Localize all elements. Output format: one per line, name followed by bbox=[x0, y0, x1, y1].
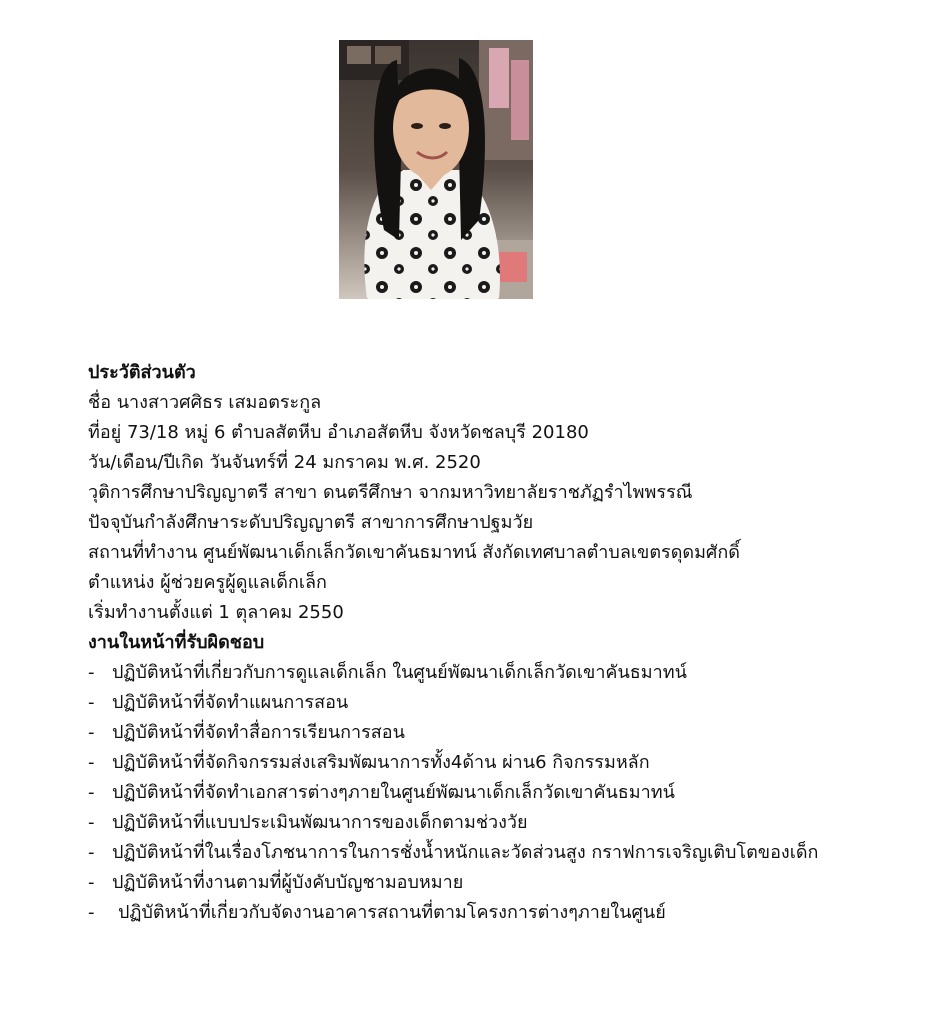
section-title-duties: งานในหน้าที่รับผิดชอบ bbox=[88, 632, 265, 653]
position-line: ตำแหน่ง ผู้ช่วยครูผู้ดูแลเด็กเล็ก bbox=[88, 572, 327, 593]
duty-item: - ปฏิบัติหน้าที่จัดทำสื่อการเรียนการสอน bbox=[88, 718, 908, 748]
education-line: วุติการศึกษาปริญญาตรี สาขา ดนตรีศึกษา จากมหาวิทยาลัยราชภัฏรำไพพรรณี bbox=[88, 482, 693, 503]
birthdate-line: วัน/เดือน/ปีเกิด วันจันทร์ที่ 24 มกราคม พ.ศ. 2520 bbox=[88, 452, 481, 473]
address-line: ที่อยู่ 73/18 หมู่ 6 ตำบลสัตหีบ อำเภอสัตหีบ จังหวัดชลบุรี 20180 bbox=[88, 422, 589, 443]
duty-item: - ปฏิบัติหน้าที่จัดทำเอกสารต่างๆภายในศูนย์พัฒนาเด็กเล็กวัดเขาคันธมาทน์ bbox=[88, 778, 908, 808]
duty-item: - ปฏิบัติหน้าที่ในเรื่องโภชนาการในการชั่งน้ำหนักและวัดส่วนสูง กราฟการเจริญเติบโตของเด็ก bbox=[88, 838, 908, 868]
profile-photo bbox=[339, 40, 533, 299]
section-title-profile: ประวัติส่วนตัว bbox=[88, 362, 196, 383]
resume-content bbox=[88, 358, 908, 928]
duty-item: - ปฏิบัติหน้าที่แบบประเมินพัฒนาการของเด็กตามช่วงวัย bbox=[88, 808, 908, 838]
name-line: ชื่อ นางสาวศศิธร เสมอตระกูล bbox=[88, 392, 322, 413]
duty-item: - ปฏิบัติหน้าที่เกี่ยวกับจัดงานอาคารสถานที่ตามโครงการต่างๆภายในศูนย์ bbox=[88, 898, 908, 928]
current-study-line: ปัจจุบันกำลังศึกษาระดับปริญญาตรี สาขาการศึกษาปฐมวัย bbox=[88, 512, 534, 533]
duty-item: - ปฏิบัติหน้าที่จัดกิจกรรมส่งเสริมพัฒนาการทั้ง4ด้าน ผ่าน6 กิจกรรมหลัก bbox=[88, 748, 908, 778]
start-date-line: เริ่มทำงานตั้งแต่ 1 ตุลาคม 2550 bbox=[88, 602, 344, 623]
duty-list bbox=[88, 658, 908, 928]
duty-item: - ปฏิบัติหน้าที่งานตามที่ผู้บังคับบัญชามอบหมาย bbox=[88, 868, 908, 898]
workplace-line: สถานที่ทำงาน ศูนย์พัฒนาเด็กเล็กวัดเขาคันธมาทน์ สังกัดเทศบาลตำบลเขตรดุดมศักดิ์ bbox=[88, 542, 740, 563]
duty-item: - ปฏิบัติหน้าที่จัดทำแผนการสอน bbox=[88, 688, 908, 718]
duty-item: - ปฏิบัติหน้าที่เกี่ยวกับการดูแลเด็กเล็ก ในศูนย์พัฒนาเด็กเล็กวัดเขาคันธมาทน์ bbox=[88, 658, 908, 688]
portrait-image bbox=[339, 40, 533, 299]
